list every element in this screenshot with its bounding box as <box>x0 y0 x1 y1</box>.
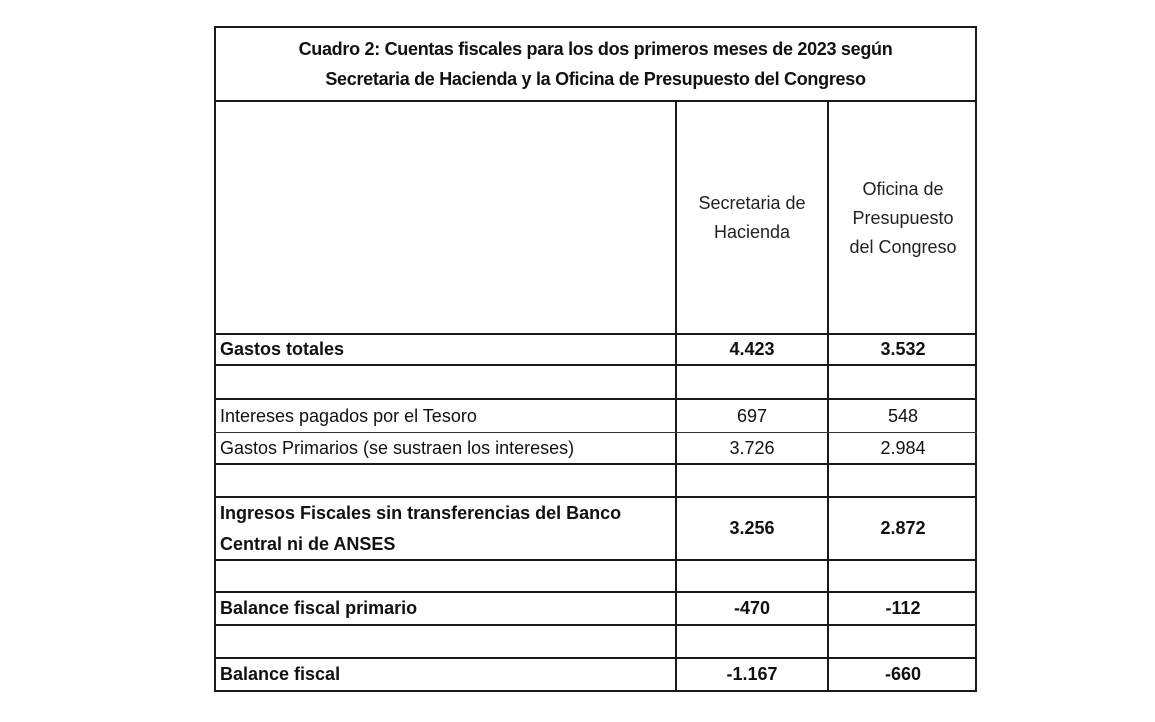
row-label-ingresos-fiscales <box>220 498 670 559</box>
cell-intereses-opc: 548 <box>887 405 919 426</box>
fiscal-accounts-table <box>214 26 977 692</box>
row-label-line: Ingresos Fiscales sin transferencias del Banco <box>220 502 622 523</box>
row-label-balance-primario: Balance fiscal primario <box>220 598 418 618</box>
cell-balance-fiscal-opc: -660 <box>884 664 922 684</box>
row-label-gastos-primarios: Gastos Primarios (se sustraen los intereses) <box>220 437 575 458</box>
cell-ingresos-opc: 2.872 <box>880 518 926 538</box>
cell-balance-primario-hacienda: -470 <box>733 598 771 618</box>
cell-gastos-totales-hacienda: 4.423 <box>729 339 775 359</box>
column-header-secretaria <box>677 102 827 334</box>
table-title-line-1: Cuadro 2: Cuentas fiscales para los dos primeros meses de 2023 según <box>298 39 893 59</box>
column-header-line: Presupuesto <box>852 207 954 228</box>
cell-balance-primario-opc: -112 <box>885 598 921 618</box>
column-header-line: Secretaria de <box>698 193 806 213</box>
row-divider <box>214 463 977 465</box>
column-header-line: Oficina de <box>862 178 944 199</box>
table-title-line-2: Secretaria de Hacienda y la Oficina de Presupuesto del Congreso <box>325 69 866 89</box>
row-label-line: Central ni de ANSES <box>220 533 396 554</box>
column-header-line: del Congreso <box>849 236 957 257</box>
cell-intereses-hacienda: 697 <box>736 405 768 426</box>
row-divider <box>214 364 977 366</box>
row-label-gastos-totales: Gastos totales <box>220 339 345 359</box>
cell-gastos-primarios-hacienda: 3.726 <box>729 437 775 458</box>
column-header-line: Hacienda <box>713 222 791 242</box>
row-label-intereses: Intereses pagados por el Tesoro <box>220 405 477 426</box>
cell-gastos-primarios-opc: 2.984 <box>880 437 926 458</box>
table-title <box>214 26 977 102</box>
column-header-oficina <box>829 102 977 334</box>
cell-balance-fiscal-hacienda: -1.167 <box>726 664 778 684</box>
row-divider <box>214 624 977 626</box>
cell-ingresos-hacienda: 3.256 <box>729 518 775 538</box>
cell-gastos-totales-opc: 3.532 <box>880 339 926 359</box>
row-label-balance-fiscal: Balance fiscal <box>220 664 341 684</box>
